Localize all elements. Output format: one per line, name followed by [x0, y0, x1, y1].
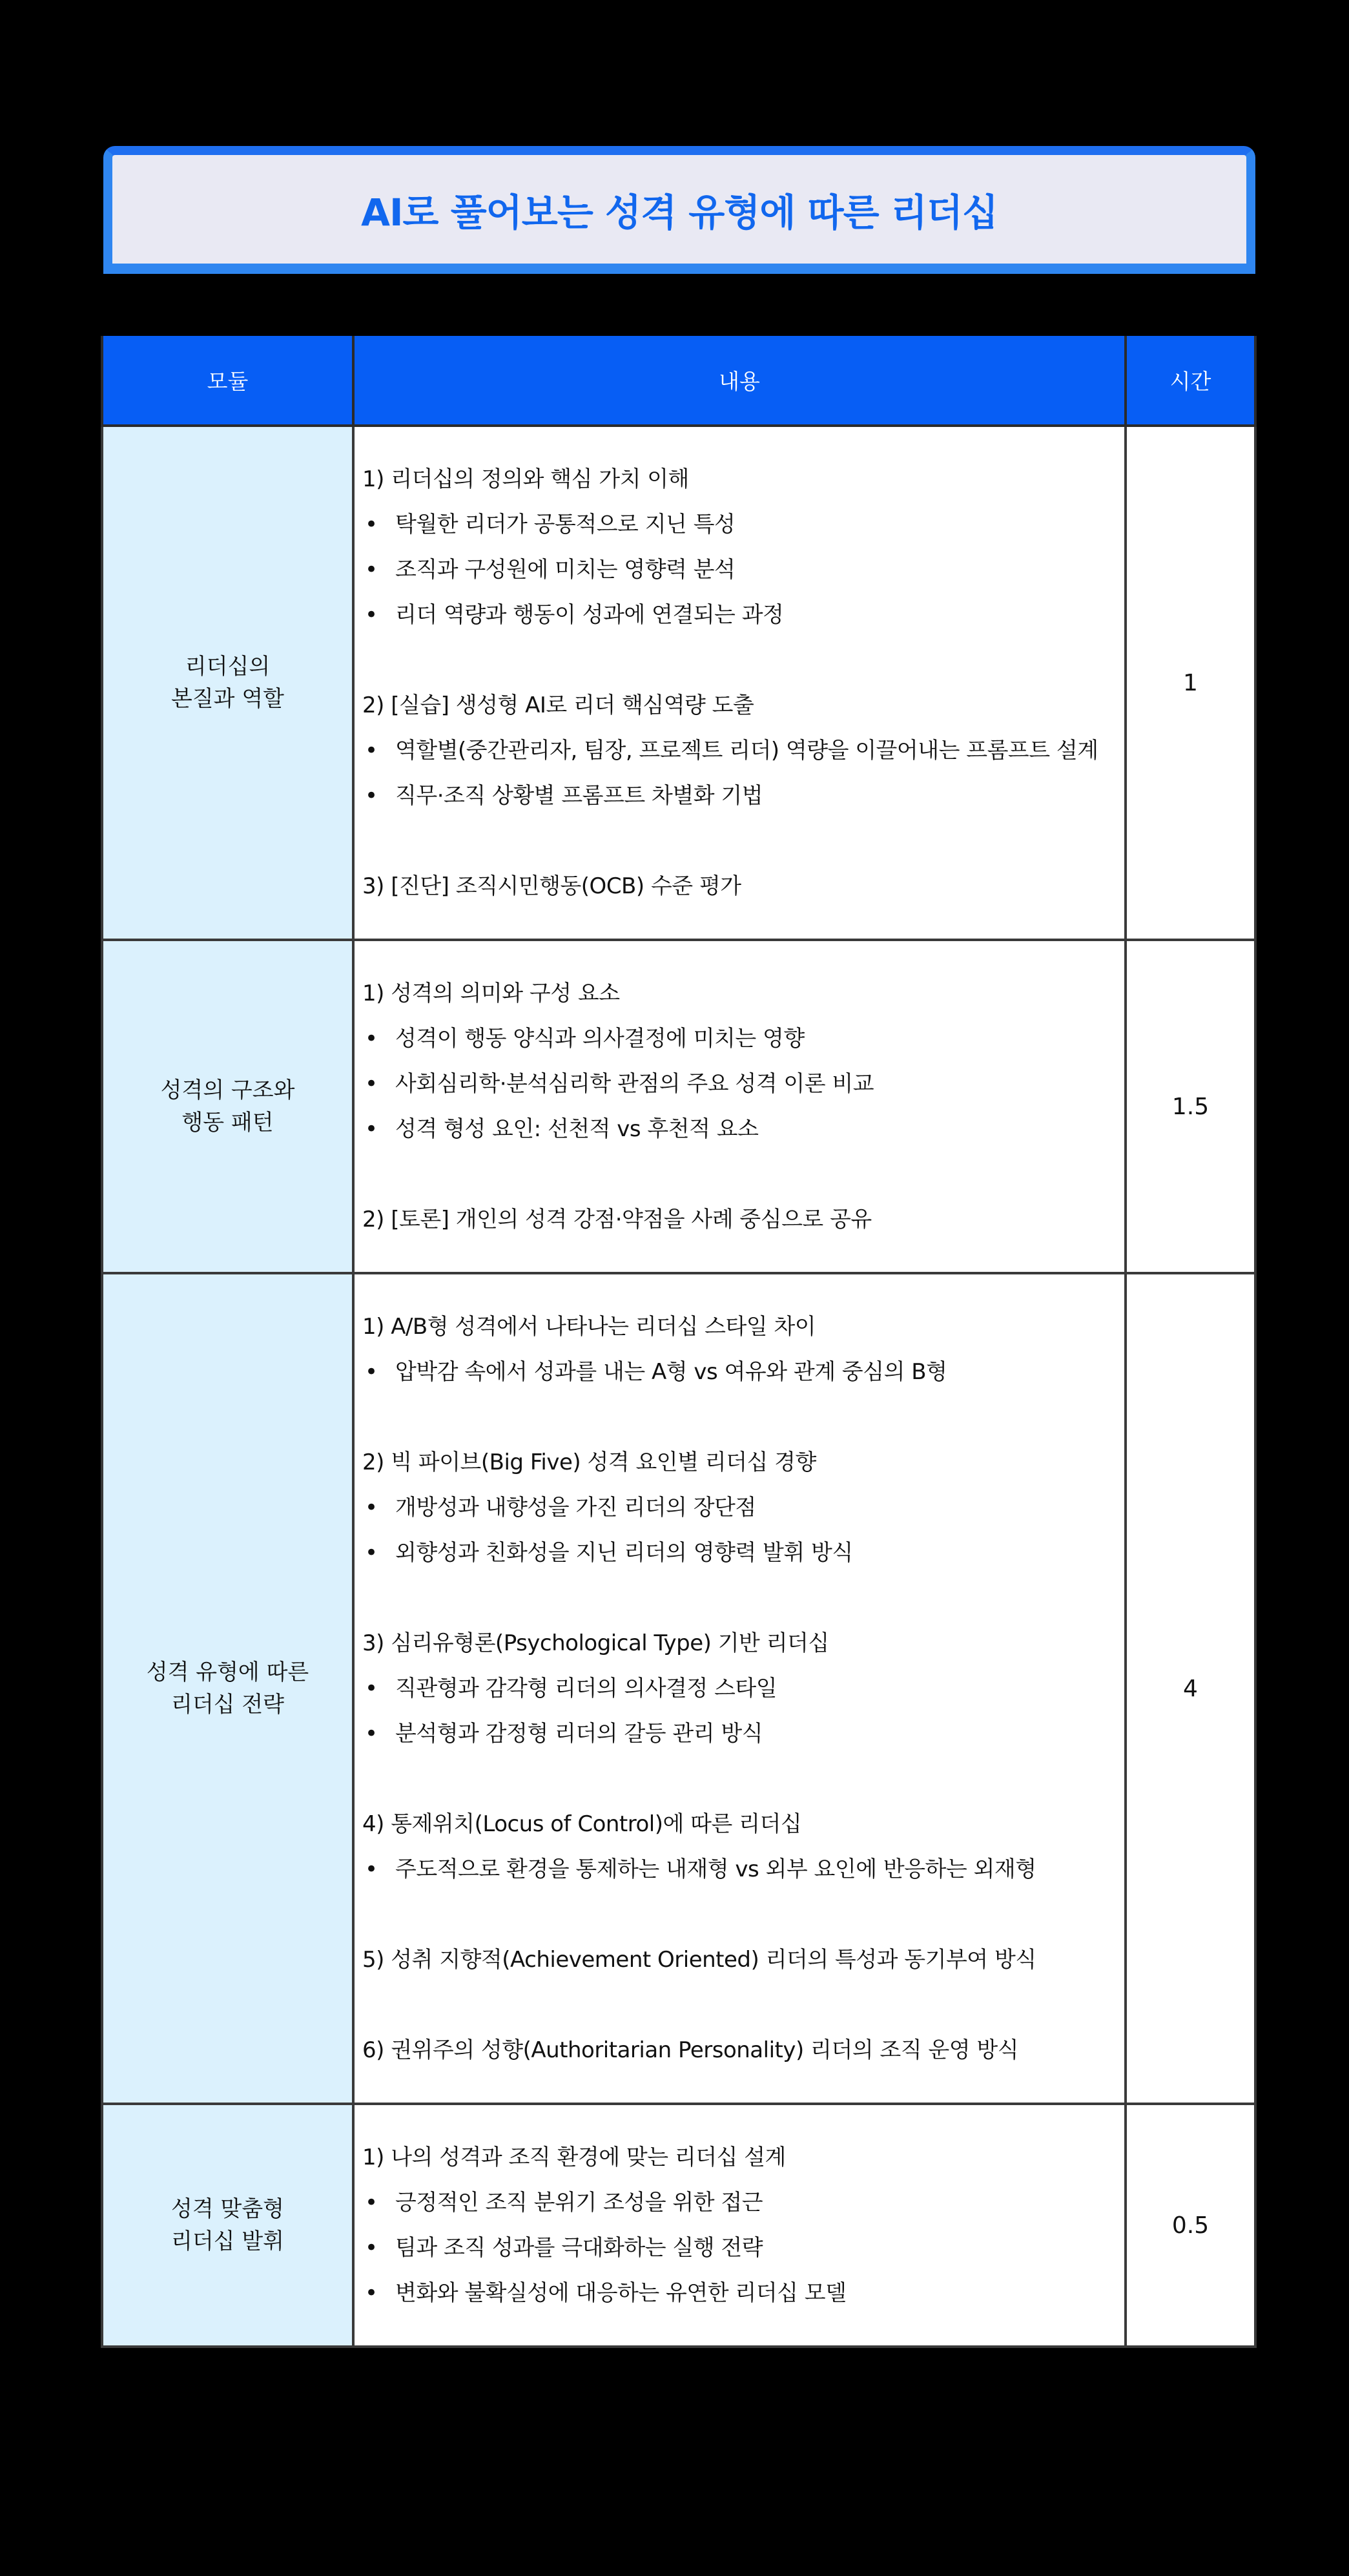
- list-item: [362, 773, 1124, 818]
- bullet-icon: •: [365, 2190, 378, 2216]
- list-item-text: 탁월한 리더가 공통적으로 지닌 특성: [395, 512, 736, 537]
- bullet-icon: •: [365, 1359, 378, 1385]
- page-title: AI로 풀어보는 성격 유형에 따른 리더십: [361, 191, 998, 234]
- bullet-icon: •: [365, 1026, 378, 1052]
- table-row: [102, 2104, 1255, 2347]
- content-cell: [353, 2104, 1126, 2347]
- content-heading: 2) [실습] 생성형 AI로 리더 핵심역량 도출: [362, 692, 754, 718]
- list-item-text: 긍정적인 조직 분위기 조성을 위한 접근: [395, 2190, 763, 2216]
- bullet-icon: •: [365, 1721, 378, 1747]
- header-module: 모듈: [102, 336, 353, 426]
- list-item-text: 역할별(중간관리자, 팀장, 프로젝트 리더) 역량을 이끌어내는 프롬프트 설계: [395, 738, 1098, 763]
- content-block: [362, 971, 1124, 1152]
- content-heading: 1) 성격의 의미와 구성 요소: [362, 981, 620, 1006]
- bullet-icon: •: [365, 2280, 378, 2306]
- list-item-text: 직관형과 감각형 리더의 의사결정 스타일: [395, 1676, 777, 1701]
- content-block: [362, 1621, 1124, 1756]
- module-cell: [102, 940, 353, 1273]
- list-item-text: 조직과 구성원에 미치는 영향력 분석: [395, 557, 736, 583]
- bullet-icon: •: [365, 1540, 378, 1566]
- list-item: [362, 1847, 1124, 1892]
- bullet-icon: •: [365, 557, 378, 583]
- content-block: [362, 683, 1124, 818]
- content-block: [362, 1802, 1124, 1892]
- bullet-icon: •: [365, 1676, 378, 1701]
- module-cell: [102, 1273, 353, 2104]
- list-item-text: 변화와 불확실성에 대응하는 유연한 리더십 모델: [395, 2280, 847, 2306]
- module-label-line: 본질과 역할: [170, 686, 285, 712]
- list-item: [362, 1530, 1124, 1575]
- table-row: [102, 426, 1255, 940]
- module-label-line: 리더십 전략: [170, 1692, 285, 1718]
- list-item-text: 분석형과 감정형 리더의 갈등 관리 방식: [395, 1721, 763, 1747]
- list-item: [362, 1485, 1124, 1530]
- list-item: [362, 2270, 1124, 2316]
- table-row: [102, 940, 1255, 1273]
- module-cell: [102, 426, 353, 940]
- list-item: [362, 1666, 1124, 1711]
- bullet-icon: •: [365, 738, 378, 763]
- list-item: [362, 1061, 1124, 1106]
- content-block: [362, 1197, 1124, 1242]
- content-cell: [353, 940, 1126, 1273]
- time-cell: 0.5: [1126, 2104, 1255, 2347]
- bullet-icon: •: [365, 602, 378, 628]
- list-item: [362, 1016, 1124, 1061]
- content-heading: 1) 리더십의 정의와 핵심 가치 이해: [362, 466, 689, 492]
- title-banner: [103, 146, 1255, 274]
- content-block: [362, 457, 1124, 638]
- list-item: [362, 728, 1124, 773]
- list-item: [362, 547, 1124, 592]
- content-heading: 1) 나의 성격과 조직 환경에 맞는 리더십 설계: [362, 2145, 786, 2170]
- list-item-text: 리더 역량과 행동이 성과에 연결되는 과정: [395, 602, 784, 628]
- content-block: [362, 2028, 1124, 2073]
- time-cell: 4: [1126, 1273, 1255, 2104]
- list-item: [362, 1711, 1124, 1756]
- table-header-row: [102, 336, 1255, 426]
- content-heading: 6) 권위주의 성향(Authoritarian Personality) 리더의 조직 운영 방식: [362, 2037, 1019, 2063]
- content-block: [362, 1304, 1124, 1395]
- header-content: 내용: [353, 336, 1126, 426]
- module-cell: [102, 2104, 353, 2347]
- bullet-icon: •: [365, 783, 378, 809]
- module-label-line: 리더십의: [185, 654, 271, 680]
- content-block: [362, 1440, 1124, 1575]
- table-row: [102, 1273, 1255, 2104]
- list-item-text: 압박감 속에서 성과를 내는 A형 vs 여유와 관계 중심의 B형: [395, 1359, 947, 1385]
- content-heading: 4) 통제위치(Locus of Control)에 따른 리더십: [362, 1811, 802, 1837]
- content-cell: [353, 426, 1126, 940]
- module-label-line: 성격 맞춤형: [170, 2196, 285, 2222]
- module-label-line: 성격 유형에 따른: [146, 1659, 309, 1685]
- bullet-icon: •: [365, 2235, 378, 2261]
- module-label-line: 행동 패턴: [181, 1110, 274, 1136]
- list-item-text: 팀과 조직 성과를 극대화하는 실행 전략: [395, 2235, 763, 2261]
- content-cell: [353, 1273, 1126, 2104]
- list-item-text: 사회심리학·분석심리학 관점의 주요 성격 이론 비교: [395, 1071, 874, 1097]
- list-item-text: 외향성과 친화성을 지닌 리더의 영향력 발휘 방식: [395, 1540, 853, 1566]
- content-heading: 2) [토론] 개인의 성격 강점·약점을 사례 중심으로 공유: [362, 1207, 872, 1232]
- list-item: [362, 502, 1124, 547]
- content-heading: 3) [진단] 조직시민행동(OCB) 수준 평가: [362, 873, 741, 899]
- content-heading: 2) 빅 파이브(Big Five) 성격 요인별 리더십 경향: [362, 1449, 816, 1475]
- bullet-icon: •: [365, 512, 378, 537]
- bullet-icon: •: [365, 1071, 378, 1097]
- module-label-line: 리더십 발휘: [170, 2228, 285, 2254]
- list-item: [362, 1106, 1124, 1152]
- list-item: [362, 1349, 1124, 1395]
- module-label-line: 성격의 구조와: [160, 1077, 295, 1103]
- bullet-icon: •: [365, 1856, 378, 1882]
- list-item-text: 주도적으로 환경을 통제하는 내재형 vs 외부 요인에 반응하는 외재형: [395, 1856, 1036, 1882]
- list-item-text: 성격이 행동 양식과 의사결정에 미치는 영향: [395, 1026, 805, 1052]
- content-heading: 1) A/B형 성격에서 나타나는 리더십 스타일 차이: [362, 1314, 816, 1340]
- content-heading: 5) 성취 지향적(Achievement Oriented) 리더의 특성과 동기부여 방식: [362, 1947, 1036, 1973]
- time-cell: 1.5: [1126, 940, 1255, 1273]
- header-time: 시간: [1126, 336, 1255, 426]
- content-heading: 3) 심리유형론(Psychological Type) 기반 리더십: [362, 1630, 829, 1656]
- content-block: [362, 2135, 1124, 2316]
- curriculum-table: [101, 336, 1257, 2348]
- time-cell: 1: [1126, 426, 1255, 940]
- list-item-text: 개방성과 내향성을 가진 리더의 장단점: [395, 1495, 756, 1521]
- bullet-icon: •: [365, 1495, 378, 1521]
- list-item: [362, 592, 1124, 638]
- table-body: [102, 426, 1255, 2347]
- bullet-icon: •: [365, 1116, 378, 1142]
- list-item: [362, 2180, 1124, 2225]
- content-block: [362, 1937, 1124, 1982]
- list-item-text: 성격 형성 요인: 선천적 vs 후천적 요소: [395, 1116, 759, 1142]
- list-item: [362, 2225, 1124, 2270]
- content-block: [362, 864, 1124, 909]
- list-item-text: 직무·조직 상황별 프롬프트 차별화 기법: [395, 783, 763, 809]
